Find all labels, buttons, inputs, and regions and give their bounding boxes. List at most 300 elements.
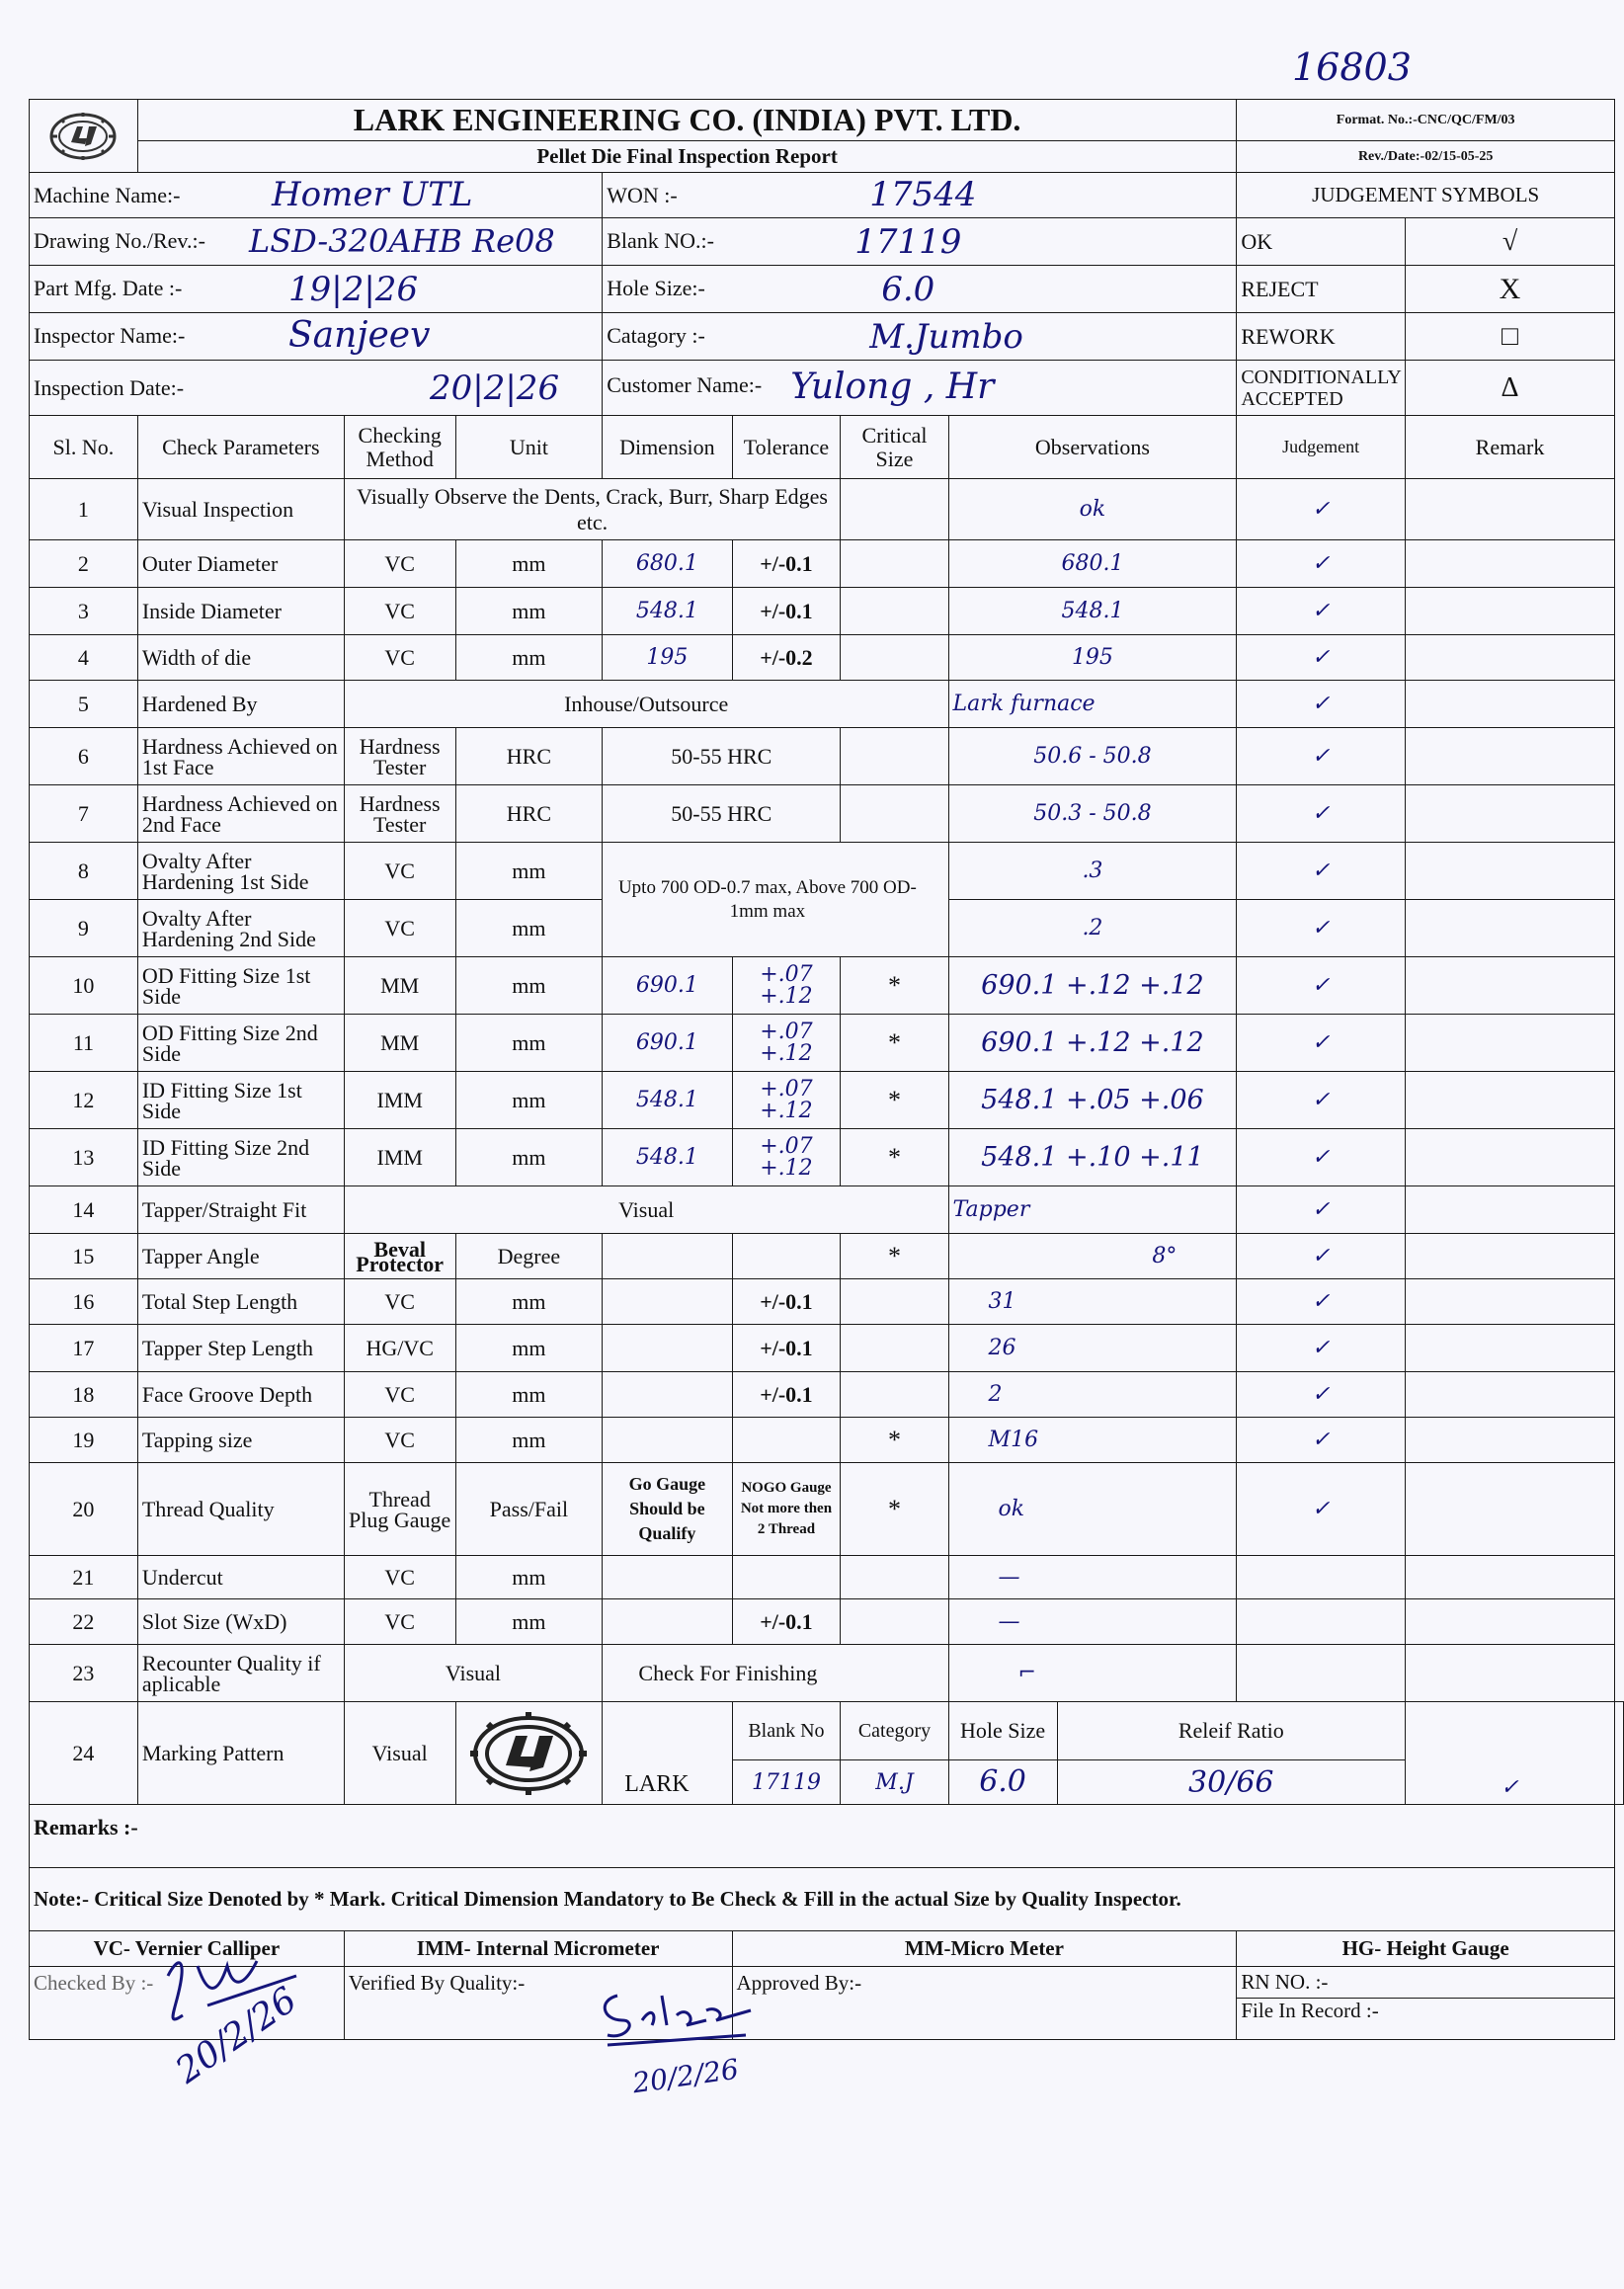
marking-relief-ratio-value: 30/66 <box>1188 1764 1274 1800</box>
critical-size <box>841 588 948 635</box>
column-header: Judgement <box>1237 416 1406 479</box>
check-parameter: Slot Size (WxD) <box>137 1599 344 1645</box>
table-row <box>30 1325 1624 1372</box>
checking-method: VC <box>344 540 455 588</box>
observation-value: 680.1 <box>948 540 1237 588</box>
unit: mm <box>455 1072 603 1129</box>
remark-cell <box>1406 1186 1615 1234</box>
row-number: 17 <box>30 1325 138 1372</box>
tolerance: +/-0.1 <box>732 1599 841 1645</box>
column-header: Tolerance <box>732 416 841 479</box>
table-row <box>30 479 1624 540</box>
tolerance: NOGO Gauge Not more then 2 Thread <box>732 1463 841 1556</box>
observation-value: 548.1 +.10 +.11 <box>948 1129 1237 1186</box>
unit: mm <box>455 1599 603 1645</box>
remark-cell <box>1406 1129 1615 1186</box>
dimension-value: Check For Finishing <box>603 1645 948 1702</box>
dimension-value <box>603 1234 732 1279</box>
row-number: 7 <box>30 785 138 843</box>
remark-cell <box>1406 1645 1615 1702</box>
remark-cell <box>1406 540 1615 588</box>
marking-header-group <box>948 1702 1405 1760</box>
check-parameter: Thread Quality <box>137 1463 344 1556</box>
row-number: 21 <box>30 1556 138 1599</box>
dimension-value: 548.1 <box>603 1129 732 1186</box>
judgement-mark: ✓ <box>1237 1015 1406 1072</box>
checking-method: VC <box>344 900 455 957</box>
checking-method: Hardness Tester <box>344 728 455 785</box>
tolerance: +.07 +.12 <box>732 1015 841 1072</box>
dimension-value <box>603 1372 732 1418</box>
brand-label: LARK <box>603 1702 732 1805</box>
hole-size-field: Hole Size:- 6.0 <box>603 266 1237 313</box>
table-row <box>30 681 1624 728</box>
check-parameter: Tapping size <box>137 1418 344 1463</box>
tolerance: +/-0.1 <box>732 1279 841 1325</box>
observation-value: M16 <box>948 1418 1237 1463</box>
blank-number-value: 17119 <box>854 222 962 262</box>
check-parameter: Recounter Quality if aplicable <box>137 1645 344 1702</box>
company-logo-icon <box>47 111 119 162</box>
dimension-value: 690.1 <box>603 957 732 1015</box>
table-row <box>30 1279 1624 1325</box>
check-parameter: Marking Pattern <box>137 1702 344 1805</box>
check-parameter: Undercut <box>137 1556 344 1599</box>
unit: mm <box>455 1418 603 1463</box>
critical-size: * <box>841 1463 948 1556</box>
check-parameter: Ovalty After Hardening 1st Side <box>137 843 344 900</box>
row-number: 10 <box>30 957 138 1015</box>
table-row <box>30 1463 1624 1556</box>
checking-method: VC <box>344 1418 455 1463</box>
critical-size <box>841 1599 948 1645</box>
observation-value: ok <box>948 479 1237 540</box>
remark-cell <box>1406 1556 1615 1599</box>
remark-cell <box>1406 1599 1615 1645</box>
check-parameter: Visual Inspection <box>137 479 344 540</box>
table-row <box>30 1234 1624 1279</box>
symbol-label-ok: OK <box>1237 218 1406 266</box>
file-in-record-field: File In Record :- <box>1237 1999 1615 2040</box>
remark-cell <box>1406 681 1615 728</box>
inspection-date-value: 20|2|26 <box>430 368 560 408</box>
judgement-mark: ✓ <box>1237 728 1406 785</box>
judgement-mark: ✓ <box>1237 1234 1406 1279</box>
critical-size <box>841 1372 948 1418</box>
column-header: Observations <box>948 416 1237 479</box>
remark-cell <box>1406 957 1615 1015</box>
table-row <box>30 843 1624 900</box>
observation-value: ⌐ <box>948 1645 1237 1702</box>
judgement-mark: ✓ <box>1237 540 1406 588</box>
symbol-label-reject: REJECT <box>1237 266 1406 313</box>
row-number: 14 <box>30 1186 138 1234</box>
judgement-symbols-title: JUDGEMENT SYMBOLS <box>1237 173 1615 218</box>
dimension-value: 195 <box>603 635 732 681</box>
judgement-mark: ✓ <box>1237 1129 1406 1186</box>
company-name: LARK ENGINEERING CO. (INDIA) PVT. LTD. <box>137 100 1236 141</box>
checked-by-date: 20/2/26 <box>168 1979 304 2092</box>
check-parameter: Tapper Step Length <box>137 1325 344 1372</box>
row-number: 15 <box>30 1234 138 1279</box>
remark-cell <box>1406 1234 1615 1279</box>
unit: HRC <box>455 785 603 843</box>
column-header-row <box>30 416 1624 479</box>
report-title: Pellet Die Final Inspection Report <box>137 141 1236 173</box>
observation-value: 690.1 +.12 +.12 <box>948 957 1237 1015</box>
dimension-value: 680.1 <box>603 540 732 588</box>
table-row <box>30 1556 1624 1599</box>
table-row <box>30 1186 1624 1234</box>
judgement-mark: ✓ <box>1237 1186 1406 1234</box>
row-number: 4 <box>30 635 138 681</box>
critical-size-note: Note:- Critical Size Denoted by * Mark. Critical Dimension Mandatory to Be Check & Fill in the actual Size by Quality Inspector. <box>30 1868 1615 1931</box>
legend-imm: IMM- Internal Micrometer <box>344 1931 732 1967</box>
row-number: 9 <box>30 900 138 957</box>
checking-method: VC <box>344 843 455 900</box>
checked-by-field: Checked By :- <box>30 1967 345 2040</box>
unit: mm <box>455 635 603 681</box>
tolerance: +/-0.2 <box>732 635 841 681</box>
remark-cell <box>1406 1015 1615 1072</box>
row-number: 22 <box>30 1599 138 1645</box>
marking-category-value: M.J <box>841 1760 948 1805</box>
table-row <box>30 1599 1624 1645</box>
observation-value: — <box>948 1556 1237 1599</box>
column-header: Remark <box>1406 416 1615 479</box>
tolerance: +/-0.1 <box>732 1372 841 1418</box>
observation-value: 8° <box>948 1234 1237 1279</box>
verified-by-signature <box>588 1976 756 2055</box>
observation-value: .2 <box>948 900 1237 957</box>
remark-cell <box>1406 1372 1615 1418</box>
unit: mm <box>455 1325 603 1372</box>
observation-value: .3 <box>948 843 1237 900</box>
critical-size <box>841 635 948 681</box>
check-parameter: Inside Diameter <box>137 588 344 635</box>
symbol-label-conditional: CONDITIONALLY ACCEPTED <box>1237 361 1406 416</box>
remark-cell <box>1406 588 1615 635</box>
marking-header-category: Category <box>841 1702 948 1760</box>
observation-value: 50.6 - 50.8 <box>948 728 1237 785</box>
checking-method: IMM <box>344 1072 455 1129</box>
judgement-mark: ✓ <box>1237 588 1406 635</box>
legend-vc: VC- Vernier Calliper <box>30 1931 345 1967</box>
unit: mm <box>455 900 603 957</box>
judgement-mark: ✓ <box>1237 843 1406 900</box>
observation-value: 26 <box>948 1325 1237 1372</box>
document-number: 16803 <box>1292 45 1412 89</box>
judgement-mark: ✓ <box>1237 785 1406 843</box>
symbol-label-rework: REWORK <box>1237 313 1406 361</box>
checking-method: VC <box>344 588 455 635</box>
remark-cell <box>1615 1702 1624 1805</box>
machine-name-field: Machine Name:- Homer UTL <box>30 173 603 218</box>
critical-size <box>841 479 948 540</box>
observation-value: Lark furnace <box>948 681 1237 728</box>
dimension-value: 548.1 <box>603 588 732 635</box>
category-value: M.Jumbo <box>869 317 1023 357</box>
dimension-value: 690.1 <box>603 1015 732 1072</box>
unit: Pass/Fail <box>455 1463 603 1556</box>
dimension-value: 50-55 HRC <box>603 785 841 843</box>
column-header: Dimension <box>603 416 732 479</box>
unit: mm <box>455 588 603 635</box>
judgement-mark: ✓ <box>1237 635 1406 681</box>
machine-name-value: Homer UTL <box>272 175 473 214</box>
column-header: Unit <box>455 416 603 479</box>
observation-value: Tapper <box>948 1186 1237 1234</box>
rn-number-field: RN NO. :- <box>1237 1967 1615 1999</box>
row-number: 3 <box>30 588 138 635</box>
marking-blank-no-value: 17119 <box>732 1760 841 1805</box>
dimension-value <box>603 1325 732 1372</box>
row-number: 1 <box>30 479 138 540</box>
checking-method: VC <box>344 1599 455 1645</box>
row-number: 13 <box>30 1129 138 1186</box>
remark-cell <box>1406 635 1615 681</box>
unit: mm <box>455 1015 603 1072</box>
table-row <box>30 785 1624 843</box>
table-row <box>30 1645 1624 1702</box>
unit: HRC <box>455 728 603 785</box>
critical-size: * <box>841 1234 948 1279</box>
check-parameter: Face Groove Depth <box>137 1372 344 1418</box>
dimension-value <box>603 1599 732 1645</box>
judgement-mark: ✓ <box>1237 1418 1406 1463</box>
blank-number-field: Blank NO.:- 17119 <box>603 218 1237 266</box>
checking-method: VC <box>344 1556 455 1599</box>
table-row <box>30 728 1624 785</box>
mfg-date-value: 19|2|26 <box>288 270 419 309</box>
remark-cell <box>1406 728 1615 785</box>
check-parameter: OD Fitting Size 2nd Side <box>137 1015 344 1072</box>
dimension-value: Go Gauge Should be Qualify <box>603 1463 732 1556</box>
checking-method: Thread Plug Gauge <box>344 1463 455 1556</box>
judgement-mark: ✓ <box>1237 1325 1406 1372</box>
check-parameter: Outer Diameter <box>137 540 344 588</box>
unit: mm <box>455 1129 603 1186</box>
tolerance: +.07 +.12 <box>732 1129 841 1186</box>
critical-size: * <box>841 1418 948 1463</box>
remarks-field: Remarks :- <box>30 1805 1615 1868</box>
checking-method: HG/VC <box>344 1325 455 1372</box>
row-number: 8 <box>30 843 138 900</box>
company-logo-cell <box>30 100 138 173</box>
remark-cell <box>1406 479 1615 540</box>
remark-cell <box>1406 900 1615 957</box>
approved-by-field: Approved By:- <box>732 1967 1237 2040</box>
checking-method: VC <box>344 1279 455 1325</box>
checking-method: Visual <box>344 1186 948 1234</box>
inspection-date-field: Inspection Date:- 20|2|26 <box>30 361 603 416</box>
tolerance <box>732 1418 841 1463</box>
judgement-mark: ✓ <box>1237 479 1406 540</box>
checking-method: IMM <box>344 1129 455 1186</box>
check-parameter: Hardness Achieved on 1st Face <box>137 728 344 785</box>
judgement-mark <box>1237 1599 1406 1645</box>
unit: mm <box>455 1279 603 1325</box>
observation-value: 195 <box>948 635 1237 681</box>
observation-value: 548.1 <box>948 588 1237 635</box>
row-number: 6 <box>30 728 138 785</box>
check-parameter: Width of die <box>137 635 344 681</box>
marking-header-relief-ratio: Releif Ratio <box>1177 1718 1284 1743</box>
check-parameter: Hardness Achieved on 2nd Face <box>137 785 344 843</box>
critical-size <box>841 1325 948 1372</box>
critical-size <box>841 728 948 785</box>
check-parameter: OD Fitting Size 1st Side <box>137 957 344 1015</box>
critical-size: * <box>841 1129 948 1186</box>
tolerance <box>732 1556 841 1599</box>
judgement-mark: ✓ <box>1237 1072 1406 1129</box>
judgement-mark: ✓ <box>1237 1279 1406 1325</box>
checking-method: Visual <box>344 1645 602 1702</box>
marking-header-hole-size: Hole Size <box>949 1702 1058 1759</box>
row-number: 23 <box>30 1645 138 1702</box>
table-row <box>30 540 1624 588</box>
unit: mm <box>455 540 603 588</box>
judgement-mark: ✓ <box>1406 1702 1615 1805</box>
dimension-value: 548.1 <box>603 1072 732 1129</box>
critical-size: * <box>841 1015 948 1072</box>
unit: Degree <box>455 1234 603 1279</box>
table-row <box>30 1015 1624 1072</box>
check-parameter: Hardened By <box>137 681 344 728</box>
remark-cell <box>1406 1072 1615 1129</box>
critical-size <box>841 1556 948 1599</box>
remark-cell <box>1406 843 1615 900</box>
checking-method: VC <box>344 635 455 681</box>
remark-cell <box>1406 785 1615 843</box>
customer-name-value: Yulong , Hr <box>790 367 995 407</box>
lark-logo-icon <box>464 1706 593 1801</box>
tolerance: +.07 +.12 <box>732 1072 841 1129</box>
remark-cell <box>1406 1418 1615 1463</box>
symbol-ok-icon: √ <box>1406 218 1615 266</box>
won-value: 17544 <box>869 175 977 214</box>
column-header: Check Parameters <box>137 416 344 479</box>
won-field: WON :- 17544 <box>603 173 1237 218</box>
ovalty-limit-spec: Upto 700 OD-0.7 max, Above 700 OD-1mm max <box>603 843 948 957</box>
legend-mm: MM-Micro Meter <box>732 1931 1237 1967</box>
row-number: 12 <box>30 1072 138 1129</box>
dimension-value <box>603 1418 732 1463</box>
checking-method: Visually Observe the Dents, Crack, Burr, Sharp Edges etc. <box>344 479 841 540</box>
column-header: Checking Method <box>344 416 455 479</box>
check-parameter: Ovalty After Hardening 2nd Side <box>137 900 344 957</box>
table-row <box>30 1129 1624 1186</box>
check-parameter: Tapper Angle <box>137 1234 344 1279</box>
inspector-name-field: Inspector Name:- Sanjeev <box>30 313 603 361</box>
table-row <box>30 1418 1624 1463</box>
dimension-value <box>603 1279 732 1325</box>
dimension-value <box>603 1556 732 1599</box>
judgement-mark: ✓ <box>1237 1372 1406 1418</box>
critical-size <box>841 540 948 588</box>
check-parameter: ID Fitting Size 2nd Side <box>137 1129 344 1186</box>
checking-method: VC <box>344 1372 455 1418</box>
judgement-mark: ✓ <box>1237 957 1406 1015</box>
row-number: 20 <box>30 1463 138 1556</box>
format-number: Format. No.:-CNC/QC/FM/03 <box>1237 100 1615 141</box>
symbol-rework-icon: □ <box>1406 313 1615 361</box>
observation-value: 690.1 +.12 +.12 <box>948 1015 1237 1072</box>
judgement-mark <box>1237 1645 1406 1702</box>
tolerance: +/-0.1 <box>732 540 841 588</box>
checking-method: Beval Protector <box>344 1234 455 1279</box>
row-number: 18 <box>30 1372 138 1418</box>
observation-value: — <box>948 1599 1237 1645</box>
table-row <box>30 1372 1624 1418</box>
judgement-mark: ✓ <box>1237 681 1406 728</box>
critical-size <box>841 785 948 843</box>
hole-size-value: 6.0 <box>881 270 935 309</box>
judgement-mark <box>1237 1556 1406 1599</box>
legend-hg: HG- Height Gauge <box>1237 1931 1615 1967</box>
judgement-mark: ✓ <box>1237 1463 1406 1556</box>
check-parameter: Tapper/Straight Fit <box>137 1186 344 1234</box>
row-number: 11 <box>30 1015 138 1072</box>
checking-method: MM <box>344 957 455 1015</box>
inspector-name-value: Sanjeev <box>288 315 431 356</box>
observation-value: 2 <box>948 1372 1237 1418</box>
symbol-reject-icon: X <box>1406 266 1615 313</box>
category-field: Catagory :- M.Jumbo <box>603 313 1237 361</box>
verified-by-field: Verified By Quality:- <box>344 1967 732 2040</box>
column-header: Critical Size <box>841 416 948 479</box>
remark-cell <box>1406 1463 1615 1556</box>
inspection-table <box>29 99 1624 2040</box>
column-header: Sl. No. <box>30 416 138 479</box>
verified-by-date: 20/2/26 <box>630 2052 741 2100</box>
observation-value: 31 <box>948 1279 1237 1325</box>
unit: mm <box>455 957 603 1015</box>
row-number: 2 <box>30 540 138 588</box>
row-number: 16 <box>30 1279 138 1325</box>
marking-value-group <box>948 1760 1405 1805</box>
symbol-conditional-icon: Δ <box>1406 361 1615 416</box>
observation-value: 50.3 - 50.8 <box>948 785 1237 843</box>
tolerance: +/-0.1 <box>732 1325 841 1372</box>
revision-date: Rev./Date:-02/15-05-25 <box>1237 141 1615 173</box>
table-row <box>30 1072 1624 1129</box>
remark-cell <box>1406 1325 1615 1372</box>
checking-method: MM <box>344 1015 455 1072</box>
critical-size: * <box>841 957 948 1015</box>
check-parameter: ID Fitting Size 1st Side <box>137 1072 344 1129</box>
row-number: 5 <box>30 681 138 728</box>
checking-method: Visual <box>344 1702 455 1805</box>
tolerance: +/-0.1 <box>732 588 841 635</box>
marking-header-blank: Blank No <box>732 1702 841 1760</box>
critical-size: * <box>841 1072 948 1129</box>
tolerance <box>732 1234 841 1279</box>
check-parameter: Total Step Length <box>137 1279 344 1325</box>
marking-logo-cell <box>455 1702 603 1805</box>
marking-pattern-row <box>30 1702 1624 1760</box>
checking-method: Hardness Tester <box>344 785 455 843</box>
row-number: 19 <box>30 1418 138 1463</box>
critical-size <box>841 1279 948 1325</box>
unit: mm <box>455 843 603 900</box>
table-row <box>30 957 1624 1015</box>
tolerance: +.07 +.12 <box>732 957 841 1015</box>
observation-value: ok <box>948 1463 1237 1556</box>
drawing-number-value: LSD-320AHB Re08 <box>249 222 555 260</box>
table-row <box>30 635 1624 681</box>
observation-value: 548.1 +.05 +.06 <box>948 1072 1237 1129</box>
